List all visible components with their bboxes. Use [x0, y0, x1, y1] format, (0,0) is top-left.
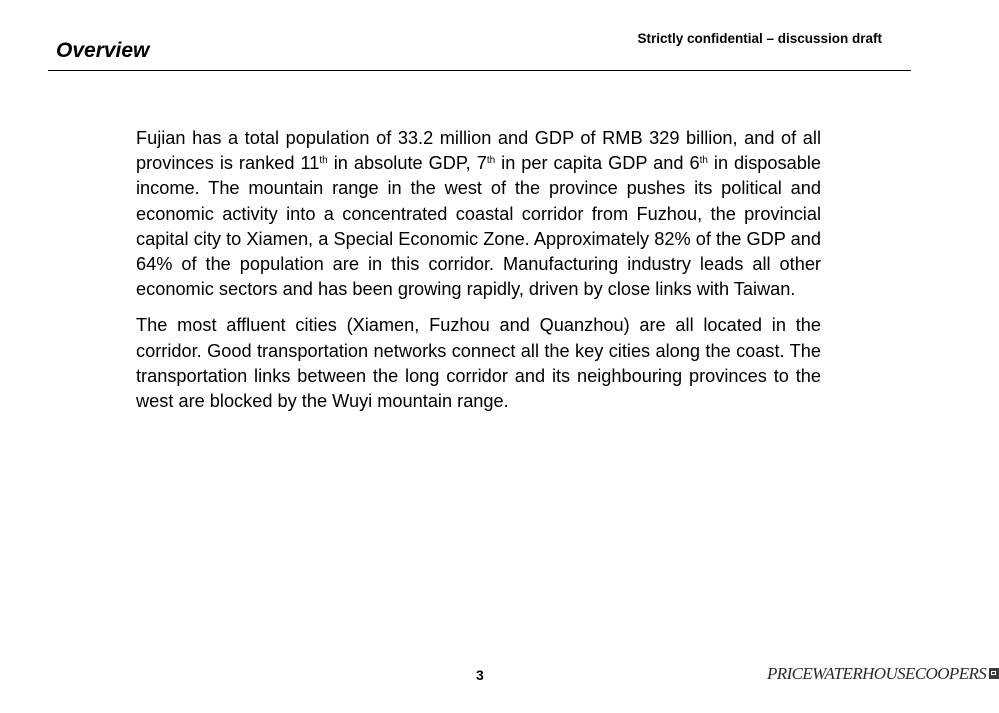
confidentiality-notice: Strictly confidential – discussion draft — [637, 31, 882, 46]
paragraph-1-part-a: Fujian has a total population of 33.2 million and GDP of RMB 329 billion, and of all provinces is ranked 11 — [136, 128, 821, 174]
paragraph-2: The most affluent cities (Xiamen, Fuzhou and Quanzhou) are all located in the corridor. Good transportation networks connect all the key cities along the coast. The transportation links between the long corridor and its neighbouring provinces to the west are blocked by the Wuyi mountain range. — [136, 315, 821, 412]
paragraph-1-part-c: in per capita GDP and 6 — [495, 153, 700, 174]
ordinal-suffix: th — [319, 155, 328, 167]
page-number: 3 — [476, 667, 484, 683]
slide-title: Overview — [56, 39, 150, 62]
brand-logo — [767, 662, 999, 686]
pwc-mark-icon — [989, 668, 999, 679]
ordinal-suffix: th — [486, 155, 496, 167]
paragraph-1-part-d: in disposable income. The mountain range in the west of the province pushes its political and economic activity into a concentrated coastal corridor from Fuzhou, the provincial capital city to Xiamen, a Special Economic Zone. Approximately 82% of the GDP and 64% of the population are in this corridor. Manufacturing industry leads all other economic sectors and has been growing rapidly, driven by close links with Taiwan. — [136, 153, 821, 300]
header-divider — [48, 70, 911, 71]
paragraph-1 — [136, 126, 821, 302]
ordinal-suffix: th — [699, 155, 708, 167]
paragraph-1-part-b: in absolute GDP, 7 — [327, 153, 487, 174]
brand-name: PRICEWATERHOUSECOOPERS — [767, 664, 987, 683]
body-text — [136, 126, 821, 425]
